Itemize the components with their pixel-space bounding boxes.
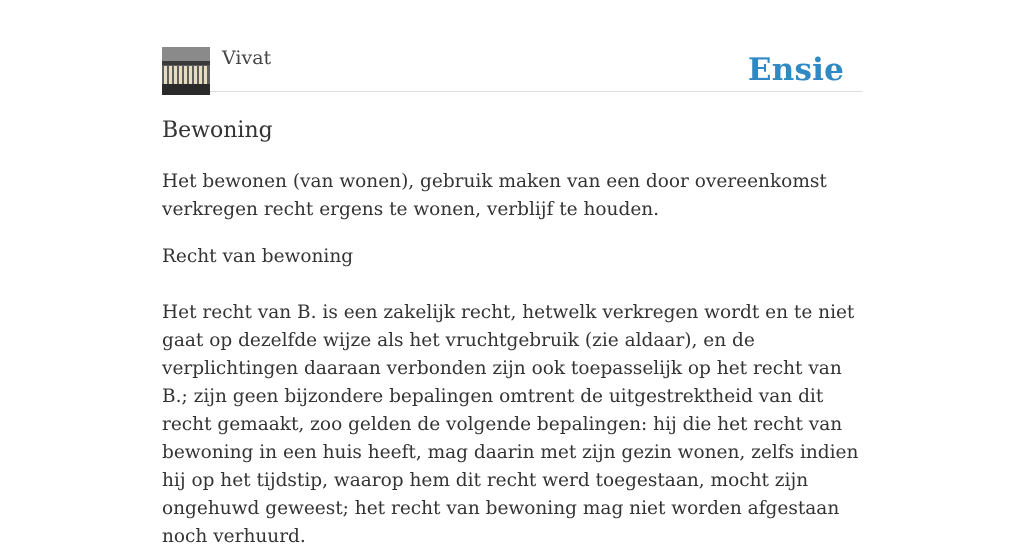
avatar[interactable] bbox=[162, 47, 210, 95]
page-title: Bewoning bbox=[162, 118, 273, 143]
author-name[interactable]: Vivat bbox=[222, 47, 272, 69]
brand-logo[interactable]: Ensie bbox=[747, 52, 844, 88]
header bbox=[162, 0, 862, 92]
avatar-image bbox=[162, 47, 210, 95]
section-subheading: Recht van bewoning bbox=[162, 246, 354, 267]
definition-text: Het bewonen (van wonen), gebruik maken van een door overeenkomst verkregen recht ergens te wonen, verblijf te houden. bbox=[162, 171, 827, 220]
body-text: Het recht van B. is een zakelijk recht, hetwelk verkregen wordt en te niet gaat op dezelfde wijze als het vruchtgebruik (zie aldaar), en de verplichtingen daaraan verbonden zijn ook toepasselijk op het recht van B.; zijn geen bijzondere bepalingen omtrent de uitgestrektheid van dit recht gemaakt, zoo gelden de volgende bepalingen: hij die het recht van bewoning in een huis heeft, mag daarin met zijn gezin wonen, zelfs indien hij op het tijdstip, waarop hem dit recht werd toegestaan, mocht zijn ongehuwd geweest; het recht van bewoning mag niet worden afgestaan noch verhuurd. bbox=[162, 302, 859, 547]
page bbox=[162, 0, 862, 547]
